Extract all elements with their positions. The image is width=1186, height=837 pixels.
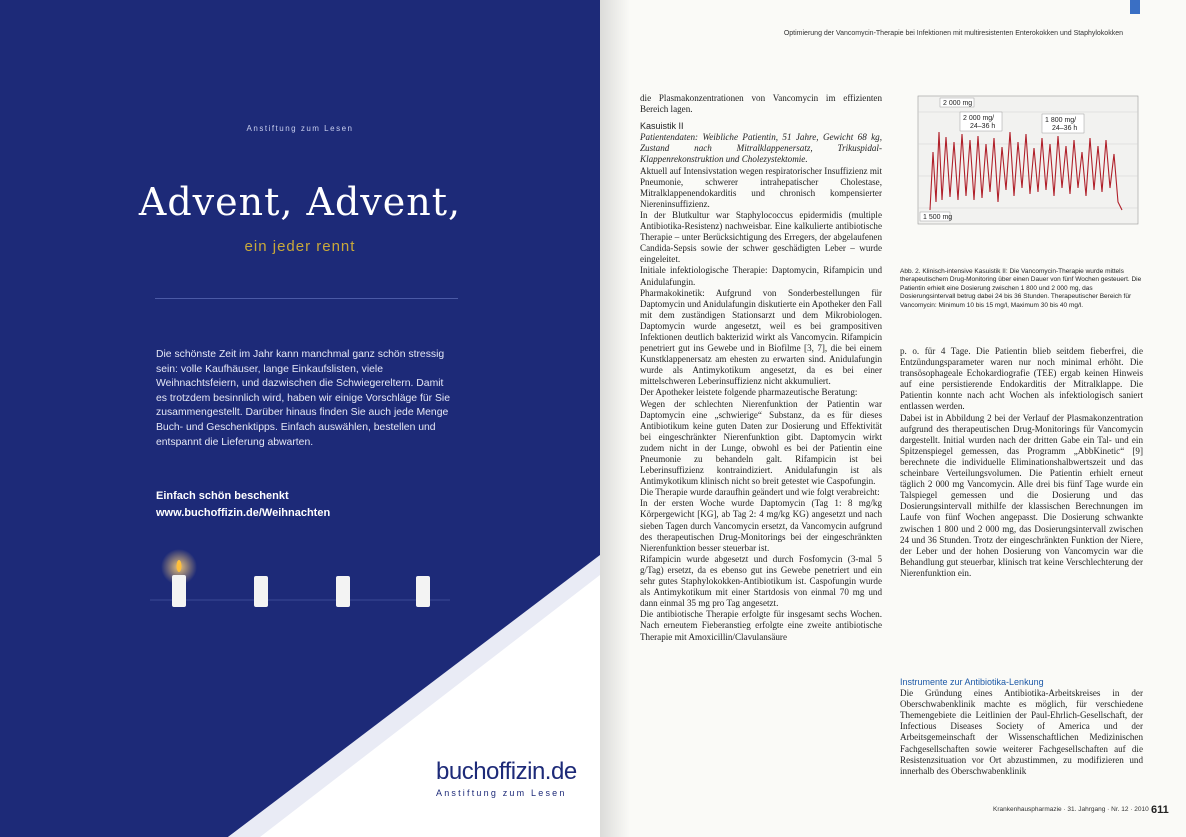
logo-wordmark: buchoffizin.de — [436, 758, 577, 785]
dose-label: 1 800 mg/ — [1045, 117, 1077, 124]
dose-label: 1 500 mg — [923, 214, 953, 221]
paragraph: die Plasmakonzentrationen von Vancomycin im effizienten Bereich lagen. — [640, 93, 882, 115]
ad-body-text: Die schönste Zeit im Jahr kann manchmal ganz schön stressig sein: volle Kaufhäuser, lange Einkaufslisten, viele Weihnachtsfeiern, und dazwischen die Schwiegereltern. Damit es trotzdem besinnlich wird, haben wir einige Vorschläge für Sie zusammengestellt. Darüber hinaus finden Sie auch jede Menge Buch- und Geschenktipps. Einfach auswählen, bestellen und entspannt die Lieferung abwarten. — [156, 349, 450, 448]
paragraph: Dabei ist in Abbildung 2 bei der Verlauf der Plasmakonzentration aufgrund des therapeutischen Drug-Monitorings für Vancomycin dargestellt. Initial wurden nach der dritten Gabe ein Tal- und ein Spitzenspiegel gemessen, das Programm „AbbKinetic“ [9] berechnete die individuelle Eliminationshalbwertszeit und das scheinbare Verteilungsvolumen. Die Patientin erhielt erneut täglich 2 000 mg Vancomycin. Alle drei bis fünf Tage wurde ein Talspiegel gemessen und die Dosierung und das Dosierungsintervall mithilfe der klassischen Berechnungen im Laufe von fünf Wochen angepasst. Die Dosierung schwankte zwischen 1 800 und 2 000 mg, das Dosierungsintervall zwischen 24 und 36 Stunden. Trotz der eingeschränkten Funktion der Niere, der Leber und der hohen Dosierung von Vancomycin war die Behandlung gut steuerbar, klinisch trat keine Verschlechterung der Nierenfunktion ein. — [900, 412, 1143, 578]
ad-kicker: Anstiftung zum Lesen — [246, 124, 354, 133]
article-column-2 — [900, 346, 1143, 579]
flame-icon — [177, 560, 182, 572]
ad-cta-url[interactable]: www.buchoffizin.de/Weihnachten — [156, 507, 331, 519]
paragraph: Initiale infektiologische Therapie: Daptomycin, Rifampicin und Anidulafungin. — [640, 265, 882, 287]
page-number: 611 — [1151, 804, 1169, 816]
paragraph: Die Therapie wurde daraufhin geändert und wie folgt verabreicht: — [640, 487, 880, 498]
paragraph: Die Gründung eines Antibiotika-Arbeitskreises in der Oberschwabenklinik machte es möglich, für verschiedene Themengebiete die Leitlinien der Paul-Ehrlich-Gesellschaft, der Infectious Diseases Society of America und der Arbeitsgemeinschaft der Wissenschaftlichen Medizinischen Fachgesellschaften sowie weiterer Fachgesellschaften auf die Resistenzsituation vor Ort abzustimmen, zu modifizieren und innerhalb des Oberschwabenklinik — [900, 688, 1143, 776]
paragraph: Rifampicin wurde abgesetzt und durch Fosfomycin (3-mal 5 g/Tag) ersetzt, da es ebenso gut ins Gewebe penetriert und ein sehr gutes Staphylokokken-Antibiotikum ist. Caspofungin wurde als Antimykotikum mit einer Startdosis von einmal 70 mg und dann einmal 35 mg pro Tag angesetzt. — [640, 553, 882, 609]
paragraph: Aktuell auf Intensivstation wegen respiratorischer Insuffizienz mit Pneumonie, schwerer intrahepatischer Cholestase, Mitralklappenendokarditis und chronisch kompensierter Niereninsuffizienz. — [640, 165, 882, 209]
paragraph: In der Blutkultur war Staphylococcus epidermidis (multiple Antibiotika-Resistenz) nachweisbar. Eine kalkulierte antibiotische Therapie – unter Berücksichtigung des Erregers, der abgelaufenen Candida-Sepsis sowie der schwer geschädigten Leber – wurde eingeleitet. — [640, 209, 882, 265]
candle-3-icon — [336, 576, 350, 607]
dose-label: 2 000 mg — [943, 100, 973, 107]
paragraph: Wegen der schlechten Nierenfunktion der Patientin war Daptomycin eine „schwierige“ Substanz, da es für dieses Antibiotikum keine guten Daten zur Dosierung und Effektivität bei eingeschränkter Nierenfunktion gibt. Daptomycin wirkt zudem nicht in der Lunge, obwohl es bei der Patientin eine Pneumonie zu behandeln galt. Rifampicin ist bei Leberinsuffizienz kontraindiziert. Anidulafungin ist als Antimykotikum klinisch nicht so breit getestet wie Caspofungin. — [640, 398, 882, 487]
ad-call-to-action — [156, 488, 330, 522]
article-column-1 — [640, 93, 882, 643]
paragraph: Die antibiotische Therapie erfolgte für insgesamt sechs Wochen. Nach erneutem Fieberanstieg erfolgte eine zweite antibiotische Therapie mit Amoxicillin/Clavulansäure — [640, 609, 882, 642]
candle-1-icon — [172, 575, 186, 607]
dose-label: 24–36 h — [970, 123, 996, 130]
ad-cta-slogan: Einfach schön beschenkt — [156, 490, 289, 502]
dose-label: 24–36 h — [1052, 125, 1078, 132]
paragraph: Patientendaten: Weibliche Patientin, 51 Jahre, Gewicht 68 kg, Zustand nach Mitralklappenersatz, Trikuspidal-Klappenrekonstruktion und Cholezystektomie. — [640, 132, 882, 165]
ad-subheadline: ein jeder rennt — [244, 238, 356, 255]
logo-tagline: Anstiftung zum Lesen — [436, 788, 567, 798]
vancomycin-concentration-figure — [900, 92, 1145, 260]
gutter-shadow — [600, 0, 630, 837]
paragraph: p. o. für 4 Tage. Die Patientin blieb seitdem fieberfrei, die Entzündungsparameter waren nur noch minimal erhöht. Die transösophageale Echokardiografie (TEE) ergab keinen Hinweis auf eine persistierende Endokarditis der Mitralklappe. Die Patientin konnte nach acht Wochen als infektiologisch saniert entlassen werden. — [900, 346, 1143, 412]
candle-2-icon — [254, 576, 268, 607]
journal-footer: Krankenhauspharmazie · 31. Jahrgang · Nr. 12 · 2010 — [993, 806, 1149, 813]
ad-headline: Advent, Advent, — [138, 180, 462, 224]
article-column-2-section — [900, 677, 1143, 777]
section-tab-marker — [1130, 0, 1140, 14]
advent-candles-graphic — [150, 545, 450, 615]
running-head: Optimierung der Vancomycin-Therapie bei Infektionen mit multiresistenten Enterokokken und Staphylokokken — [783, 30, 1123, 37]
ad-divider — [155, 298, 458, 299]
paragraph: Pharmakokinetik: Aufgrund von Sonderbestellungen für Daptomycin und Anidulafungin diskutierte ein Apotheker den Fall mit dem zuständigen Stationsarzt und dem Mikrobiologen. Daptomycin wurde angesetzt, weil es bei grampositiven Infektionen deutlich bakterizid wirkt als Vancomycin. Rifampicin penetriert gut ins Gewebe und in Biofilme [3, 7], die bei einem Kunstklappenersatz am ehesten zu erwarten sind. Anidulafungin wurde als Antimykotikum angesetzt, da es bei einer mittelschweren Leberinsuffizienz nicht akkumuliert. — [640, 287, 882, 387]
paragraph: In der ersten Woche wurde Daptomycin (Tag 1: 8 mg/kg Körpergewicht [KG], ab Tag 2: 4 mg/kg KG) angesetzt und nach sieben Tagen durch Vancomycin ersetzt, da Vancomycin aufgrund des therapeutischen Drug-Monitorings bei der eingeschränkten Nierenfunktion besser steuerbar ist. — [640, 498, 882, 553]
buchoffizin-logo[interactable] — [436, 758, 577, 798]
paragraph: Der Apotheker leistete folgende pharmazeutische Beratung: — [640, 387, 858, 398]
section-heading: Instrumente zur Antibiotika-Lenkung — [900, 677, 1044, 687]
dose-label: 2 000 mg/ — [963, 115, 995, 122]
case-heading: Kasuistik II — [640, 121, 684, 132]
figure-caption: Abb. 2. Klinisch-intensive Kasuistik II: Die Vancomycin-Therapie wurde mittels therapeutischem Drug-Monitoring über einen Dauer von fünf Wochen gesteuert. Die Patientin erhielt eine Dosierung zwischen 1 800 und 2 000 mg, das Dosierungsintervall betrug dabei 24 bis 36 Stunden. Therapeutischer Bereich für Vancomycin: Minimum 10 bis 15 mg/l, Maximum 30 bis 40 mg/l. — [900, 268, 1142, 309]
candle-4-icon — [416, 576, 430, 607]
